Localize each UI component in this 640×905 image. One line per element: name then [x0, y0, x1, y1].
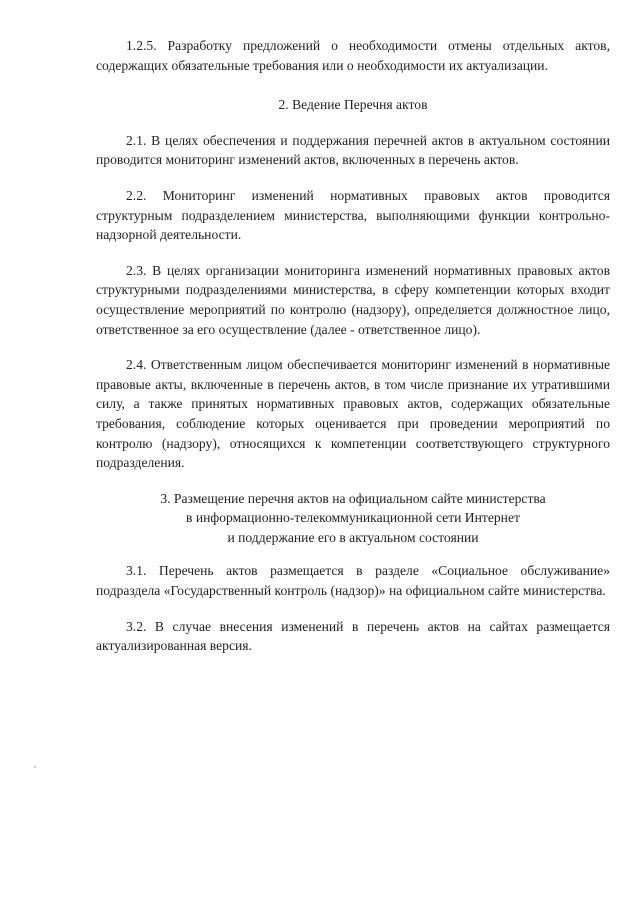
section-3-heading-line-2: в информационно-телекоммуникационной сети Интернет: [186, 510, 520, 526]
section-2-heading: 2. Ведение Перечня актов: [278, 97, 428, 113]
paragraph-1-2-5: 1.2.5. Разработку предложений о необходимости отмены отдельных актов, содержащих обязательные требования или о необходимости их актуализации.: [96, 38, 610, 73]
paragraph-2-2: 2.2. Мониторинг изменений нормативных правовых актов проводится структурным подразделением министерства, выполняющими функции контрольно-надзорной деятельности.: [96, 187, 610, 243]
paragraph-2-4: 2.4. Ответственным лицом обеспечивается мониторинг изменений в нормативные правовые акты, включенные в перечень актов, в том числе признание их утратившими силу, а также принятых нормативных правовых актов, содержащих обязательные требования, соблюдение которых оценивается при проведении мероприятий по контролю (надзору), относящихся к компетенции соответствующего структурного подразделения.: [96, 357, 610, 471]
section-3-heading: [96, 489, 610, 548]
paragraph-2-1: 2.1. В целях обеспечения и поддержания перечней актов в актуальном состоянии проводится мониторинг изменений актов, включенных в перечень актов.: [96, 132, 610, 168]
paragraph-3-1: 3.1. Перечень актов размещается в разделе «Социальное обслуживание» подраздела «Государственный контроль (надзор)» на официальном сайте министерства.: [96, 563, 610, 599]
paragraph-2-3: 2.3. В целях организации мониторинга изменений нормативных правовых актов структурными подразделениями министерства, в сферу компетенции которых входит осуществление мероприятий по контролю (надзору), определяется должностное лицо, ответственное за его осуществление (далее - ответственное лицо).: [96, 262, 610, 337]
section-3-heading-line-3: и поддержание его в актуальном состоянии: [227, 529, 479, 545]
scan-speck: [34, 766, 36, 768]
paragraph-3-2: 3.2. В случае внесения изменений в перечень актов на сайтах размещается актуализированная версия.: [96, 618, 610, 654]
section-3-heading-line-1: 3. Размещение перечня актов на официальном сайте министерства: [160, 490, 546, 506]
